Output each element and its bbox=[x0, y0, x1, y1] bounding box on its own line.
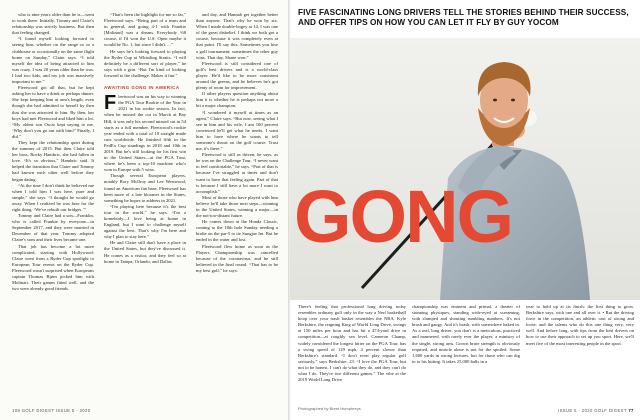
feature-title-word: GONG bbox=[294, 175, 513, 258]
right-page bbox=[290, 0, 640, 420]
paragraph: That job has become a lot more complicated, starting with Hollywood: Claire went from a Ryder Cup spotlight to European Tour events on the Ryder Cup. Fleetwood wasn't surprised when Europeans captain Thomas Bjørn picked him with Molinari. Their games fitted well, and the two were already good friends. bbox=[12, 243, 94, 292]
folio-label: ISSUE 5 · 2020 GOLF DIGEST bbox=[558, 408, 627, 413]
paragraph: He comes down at the Honda Classic, coming to the 18th hole Sunday needing a birdie on the par-5 to tie Sungjae Im. But he ended in the water and lost. bbox=[196, 219, 278, 243]
text-column-2 bbox=[104, 12, 186, 404]
dropcap-paragraph-text: leetwood was on his way to winning the PGA Tour Rookie of the Year in 2021 in his rookie season. In fact, when he missed the cut in March at Bay Hill, it was only his second missed cut in 54 starts as a full member. Fleetwood's rookie year ended with a total of 10 straight made cuts worldwide. He finished fifth in the FedEx Cup standings in 2018 and 10th in 2019. But he's still looking for his first win in the United States—at the PGA Tour, where he's been a top-10 machine who's won in Europe with 5 wins. bbox=[104, 94, 186, 173]
paragraph: Fleetwood got all that, but he kept asking her to have a drink or perhaps dinner. She kept keeping him at arm's length, even though she had admitted to herself by then that she was attracted to him. By then, her boys had met Fleetwood and liked him a lot. “My oldest son Oscar kept saying to me, ‘Why don't you go out with him?’ Finally, I did.” bbox=[12, 85, 94, 139]
photo-credit: Photographed by Brent Humphreys bbox=[298, 406, 361, 411]
paragraph: Fleetwood is still as driven, he says, as he was on the Challenge Tour. “I never want to feel comfortable,” he says. “Part of that is because I've struggled at times and don't want to have that feeling again. Part of that is because I still have a lot more I want to accomplish.” bbox=[196, 152, 278, 194]
paragraph: Fleetwood is still considered one of golf's best drivers and is a world-class player. He'd like to be more consistent around the greens, and he believes he's got plenty of room for improvement. bbox=[196, 60, 278, 91]
intro-column-2 bbox=[412, 304, 520, 400]
section-heading: AWAITING GONG IN AMERICA bbox=[104, 85, 180, 91]
paragraph: “I found myself looking forward to seeing him, whether on the range or in a clubhouse or occasionally on the same flight home on Sunday,” Claire says. “I told myself the idea of being attracted to him was crazy. I was 20 years older than he was. I had two kids, and my job was massively important to me.” bbox=[12, 36, 94, 85]
feature-headline: FIVE FASCINATING LONG DRIVERS TELL THE STORIES BEHIND THEIR SUCCESS, AND OFFER TIPS ON HOW YOU CAN LET IT FLY BY GUY YOCOM bbox=[298, 8, 629, 27]
paragraph: Fleetwood flew home as soon as the Players Championship was cancelled because of the coronavirus, and he still believed in the final round. “That has to be my best golf,” he says. bbox=[196, 243, 278, 273]
paragraph: “At the time I don't think he believed me when I told him I was here, pure and simple,” she says. “I thought he would go away. When I realized he was here for the right thing, ‘We've rebuilt our bridges.’” bbox=[12, 182, 94, 212]
drop-cap: F bbox=[104, 92, 117, 115]
paragraph: They kept the relationship quiet during the summer of 2015. But then Claire told her boss, Rocky Hambric, she had fallen in love. “It's so obvious,” Hambric said. It helped the transition that Claire and Tommy had known each other well before they began dating. bbox=[12, 139, 94, 182]
text-column-3 bbox=[196, 12, 278, 404]
paragraph: He and Claire still don't have a place in the United States, but they've discussed it. He comes as a visitor, and they feel so at home in Tampa, Orlando, and Dallas. bbox=[104, 240, 186, 264]
page-folio-left: 108 GOLF DIGEST ISSUE 5 · 2020 bbox=[12, 408, 91, 413]
paragraph: championship was eminent and primal, a theater of stunning physiques, standing wide-eyed at screaming, with slumped and shouting rumbling numbers. It's not brash and gaugy. And it's brash, with somewhere baked in. As a real, long driver, you don't is a meticulous, practiced and mannered, with rarely ever the player, a ministry of the single, strong arm. Grown brute strength is obviously required, and muscle alone is not for the spoiled. Some 1,600 yards in strong lectures, but for those who can dig in to his hitting. It takes 25,000 balls in a bbox=[412, 304, 520, 364]
intro-column-3 bbox=[526, 304, 634, 400]
golfer-illustration bbox=[290, 38, 640, 300]
paragraph: Tommy and Claire had a son—Franklin, who is called Frankie by everyone—in September 2017, and they were married in December of that year. Tommy adopted Claire's sons and their lives became one. bbox=[12, 213, 94, 243]
paragraph: Though several European players, notably Rory McIlroy and Lee Westwood, found an American fan base, Fleetwood has been more of a late bloomer in the States, something he hopes to address in 2021. bbox=[104, 173, 186, 203]
paragraph: “I'm playing here because it's the best tour in the world,” he says. “I'm a homebody—I love being at home in England, but I want to challenge myself against the best. That's why I'm here and why I plan to stay here.” bbox=[104, 203, 186, 240]
page-folio-right bbox=[558, 408, 634, 413]
paragraph: He says he's looking forward to playing the Ryder Cup at Whistling Straits. “I will definitely be a different sort of player,” he says with a grin. “But I'm kind of looking forward to the challenge. Makes it fun.” bbox=[104, 48, 186, 78]
paragraph: There's feeling that professional long driving today resembles ordinary golf only in the way a Nerf basketball hoop over your trash basket resembles the NBA. Kyle Berkshire, the reigning King of World Long Drive, swings at 150 miles per hour and has hit a 474-yard drive in competition—at roughly sea level. Cameron Champ, widely considered the longest hitter on the PGA Tour, has a swing speed of 129 mph, 4 percent slower than Berkshire's standard. “I don't even play regular golf seriously,” says Berkshire, 23. “I love the PGA Tour, but not to be honest. I can't do what they do, and they can't do what I do. They're two different games.” The vibe at the 2019 World Long Drive bbox=[298, 304, 406, 383]
paragraph: and day, and Hannah get together better than anyone. That's why he won by six. When I made double-bogey at 14, I was one of the great disbelief. I think we both got a course, because it was completely even at that point. I'll say this: Sometimes you lose a golf tournament; sometimes the other guy wins. That day, Shane won.” bbox=[196, 12, 278, 60]
paragraph: Most of those who have played with him believe he'll take those next steps—winning in the United States, winning a major—in the not-too-distant future. bbox=[196, 194, 278, 219]
left-page bbox=[0, 0, 288, 420]
dropcap-paragraph bbox=[104, 94, 186, 173]
golfer-portrait-photo bbox=[290, 38, 640, 300]
intro-column-1 bbox=[298, 304, 406, 400]
paragraph: “That's been the highlight for me so far,” Fleetwood says. “Being part of a team and in general, and going 4-1 with Frankie [Molinari] was a dream. Everybody ‘68 course, if I'd won the U.S. Open maybe it would be No. 1, but since I didn't.…” bbox=[104, 12, 186, 48]
paragraph: If other players question anything about him it is whether he is perhaps not more a hit a major champion. bbox=[196, 91, 278, 109]
page-number: 77 bbox=[628, 408, 634, 413]
paragraph: “I wondered it myself at times as an agent,” Claire says. “But now, seeing what I see in him and his wife, I am 100 percent convinced he'll get what he needs. I want him to have where he wants to tell someone's throat on the golf course. Trust me, it's there.” bbox=[196, 109, 278, 152]
paragraph: year to hold up at its finish: the first thing to grow. Berkshire says, with one and all over it. • But the driving force in the competition, an athletic cast of strong and loose, and the talents who do this one thing very, very well. And before long, with tips from the best drivers on how to use their approach to set up you sport. Here, we'll meet five of the most interesting people in the sport. bbox=[526, 304, 634, 346]
text-column-1 bbox=[12, 12, 94, 404]
paragraph: who is nine years older than he is—went to work there. Initially, Tommy and Claire's relationship was strictly business. But then that feeling changed. bbox=[12, 12, 94, 36]
